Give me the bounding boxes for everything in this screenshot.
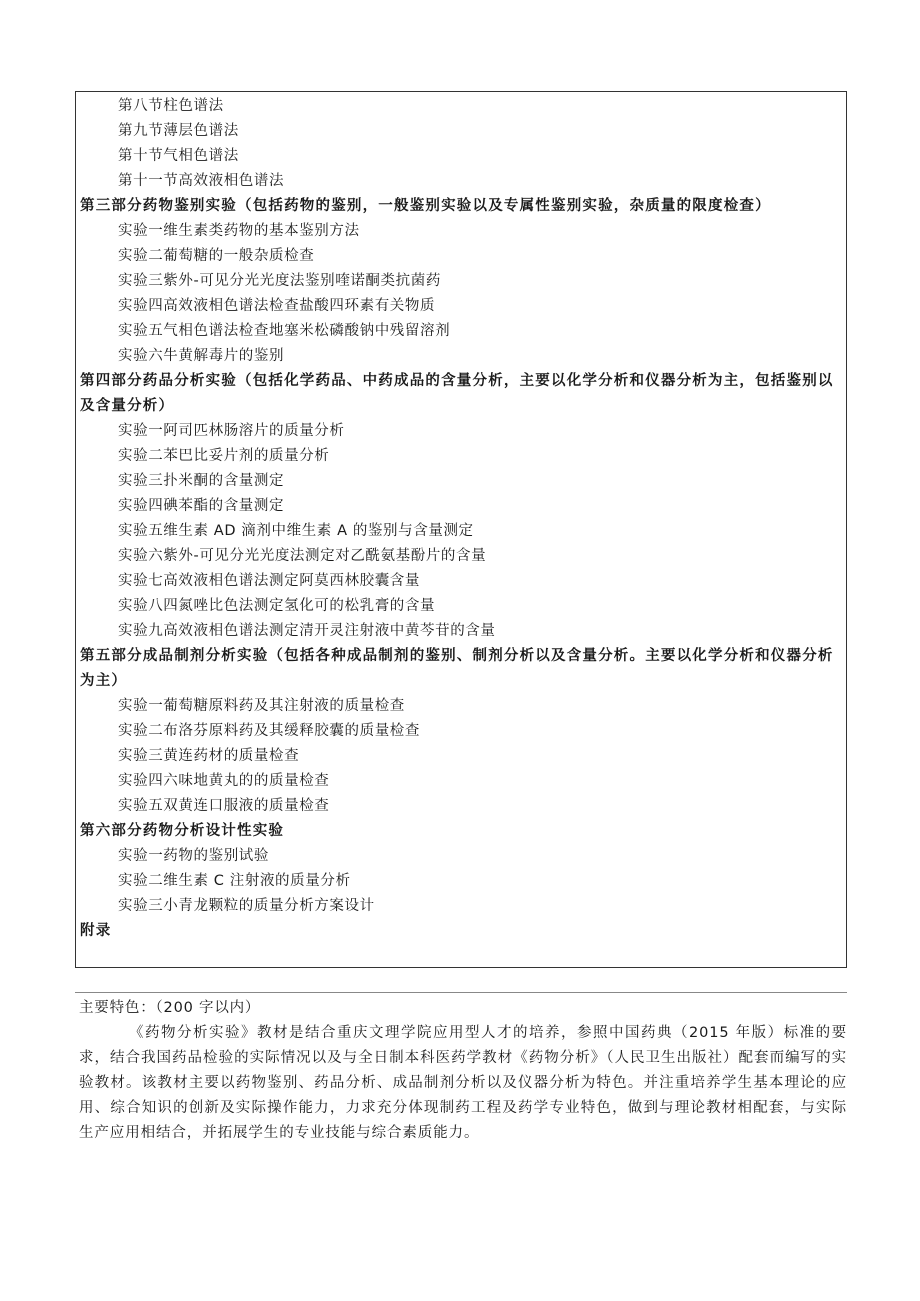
toc-item: 实验三小青龙颗粒的质量分析方案设计 [118,898,375,914]
toc-item: 第八节柱色谱法 [118,98,224,114]
toc-item: 实验二维生素 C 注射液的质量分析 [118,873,351,889]
toc-part-heading: 第五部分成品制剂分析实验（包括各种成品制剂的鉴别、制剂分析以及含量分析。主要以化学分析和仪器分析为主） [80,648,834,689]
toc-item: 第十一节高效液相色谱法 [118,173,285,189]
toc-item: 实验七高效液相色谱法测定阿莫西林胶囊含量 [118,573,420,589]
toc-item: 实验二苯巴比妥片剂的质量分析 [118,448,330,464]
toc-item: 实验四六味地黄丸的的质量检查 [118,773,330,789]
toc-item: 实验五气相色谱法检查地塞米松磷酸钠中残留溶剂 [118,323,451,339]
toc-part-heading: 附录 [80,923,112,939]
features-heading: 主要特色：（200 字以内） [79,1000,261,1016]
section-divider [75,992,847,993]
toc-item: 实验三黄连药材的质量检查 [118,748,300,764]
table-of-contents [75,91,847,968]
toc-item: 实验四碘苯酯的含量测定 [118,498,285,514]
toc-item: 实验一葡萄糖原料药及其注射液的质量检查 [118,698,405,714]
toc-item: 第十节气相色谱法 [118,148,239,164]
toc-item: 实验五维生素 AD 滴剂中维生素 A 的鉴别与含量测定 [118,523,474,539]
toc-item: 实验二葡萄糖的一般杂质检查 [118,248,315,264]
toc-item: 实验三扑米酮的含量测定 [118,473,285,489]
features-paragraph: 《药物分析实验》教材是结合重庆文理学院应用型人才的培养，参照中国药典（2015 年版）标准的要求，结合我国药品检验的实际情况以及与全日制本科医药学教材《药物分析》（人民卫生出版社）配套而编写的实验教材。该教材主要以药物鉴别、药品分析、成品制剂分析以及仪器分析为特色。并注重培养学生基本理论的应用、综合知识的创新及实际操作能力，力求充分体现制药工程及药学专业特色，做到与理论教材相配套，与实际生产应用相结合，并拓展学生的专业技能与综合素质能力。 [79,1025,847,1141]
toc-item: 实验四高效液相色谱法检查盐酸四环素有关物质 [118,298,436,314]
toc-part-heading: 第四部分药品分析实验（包括化学药品、中药成品的含量分析，主要以化学分析和仪器分析为主，包括鉴别以及含量分析） [80,373,834,414]
toc-item: 实验六紫外-可见分光光度法测定对乙酰氨基酚片的含量 [118,548,487,564]
toc-item: 实验二布洛芬原料药及其缓释胶囊的质量检查 [118,723,420,739]
toc-item: 实验六牛黄解毒片的鉴别 [118,348,285,364]
toc-item: 实验九高效液相色谱法测定清开灵注射液中黄芩苷的含量 [118,623,496,639]
toc-item: 实验三紫外-可见分光光度法鉴别喹诺酮类抗菌药 [118,273,441,289]
toc-item: 第九节薄层色谱法 [118,123,239,139]
toc-item: 实验五双黄连口服液的质量检查 [118,798,330,814]
main-features-section [79,996,847,1146]
toc-item: 实验一维生素类药物的基本鉴别方法 [118,223,360,239]
toc-item: 实验八四氮唑比色法测定氢化可的松乳膏的含量 [118,598,436,614]
toc-part-heading: 第六部分药物分析设计性实验 [80,823,285,839]
toc-part-heading: 第三部分药物鉴别实验（包括药物的鉴别，一般鉴别实验以及专属性鉴别实验，杂质量的限度检查） [80,198,771,214]
toc-item: 实验一阿司匹林肠溶片的质量分析 [118,423,345,439]
toc-item: 实验一药物的鉴别试验 [118,848,269,864]
